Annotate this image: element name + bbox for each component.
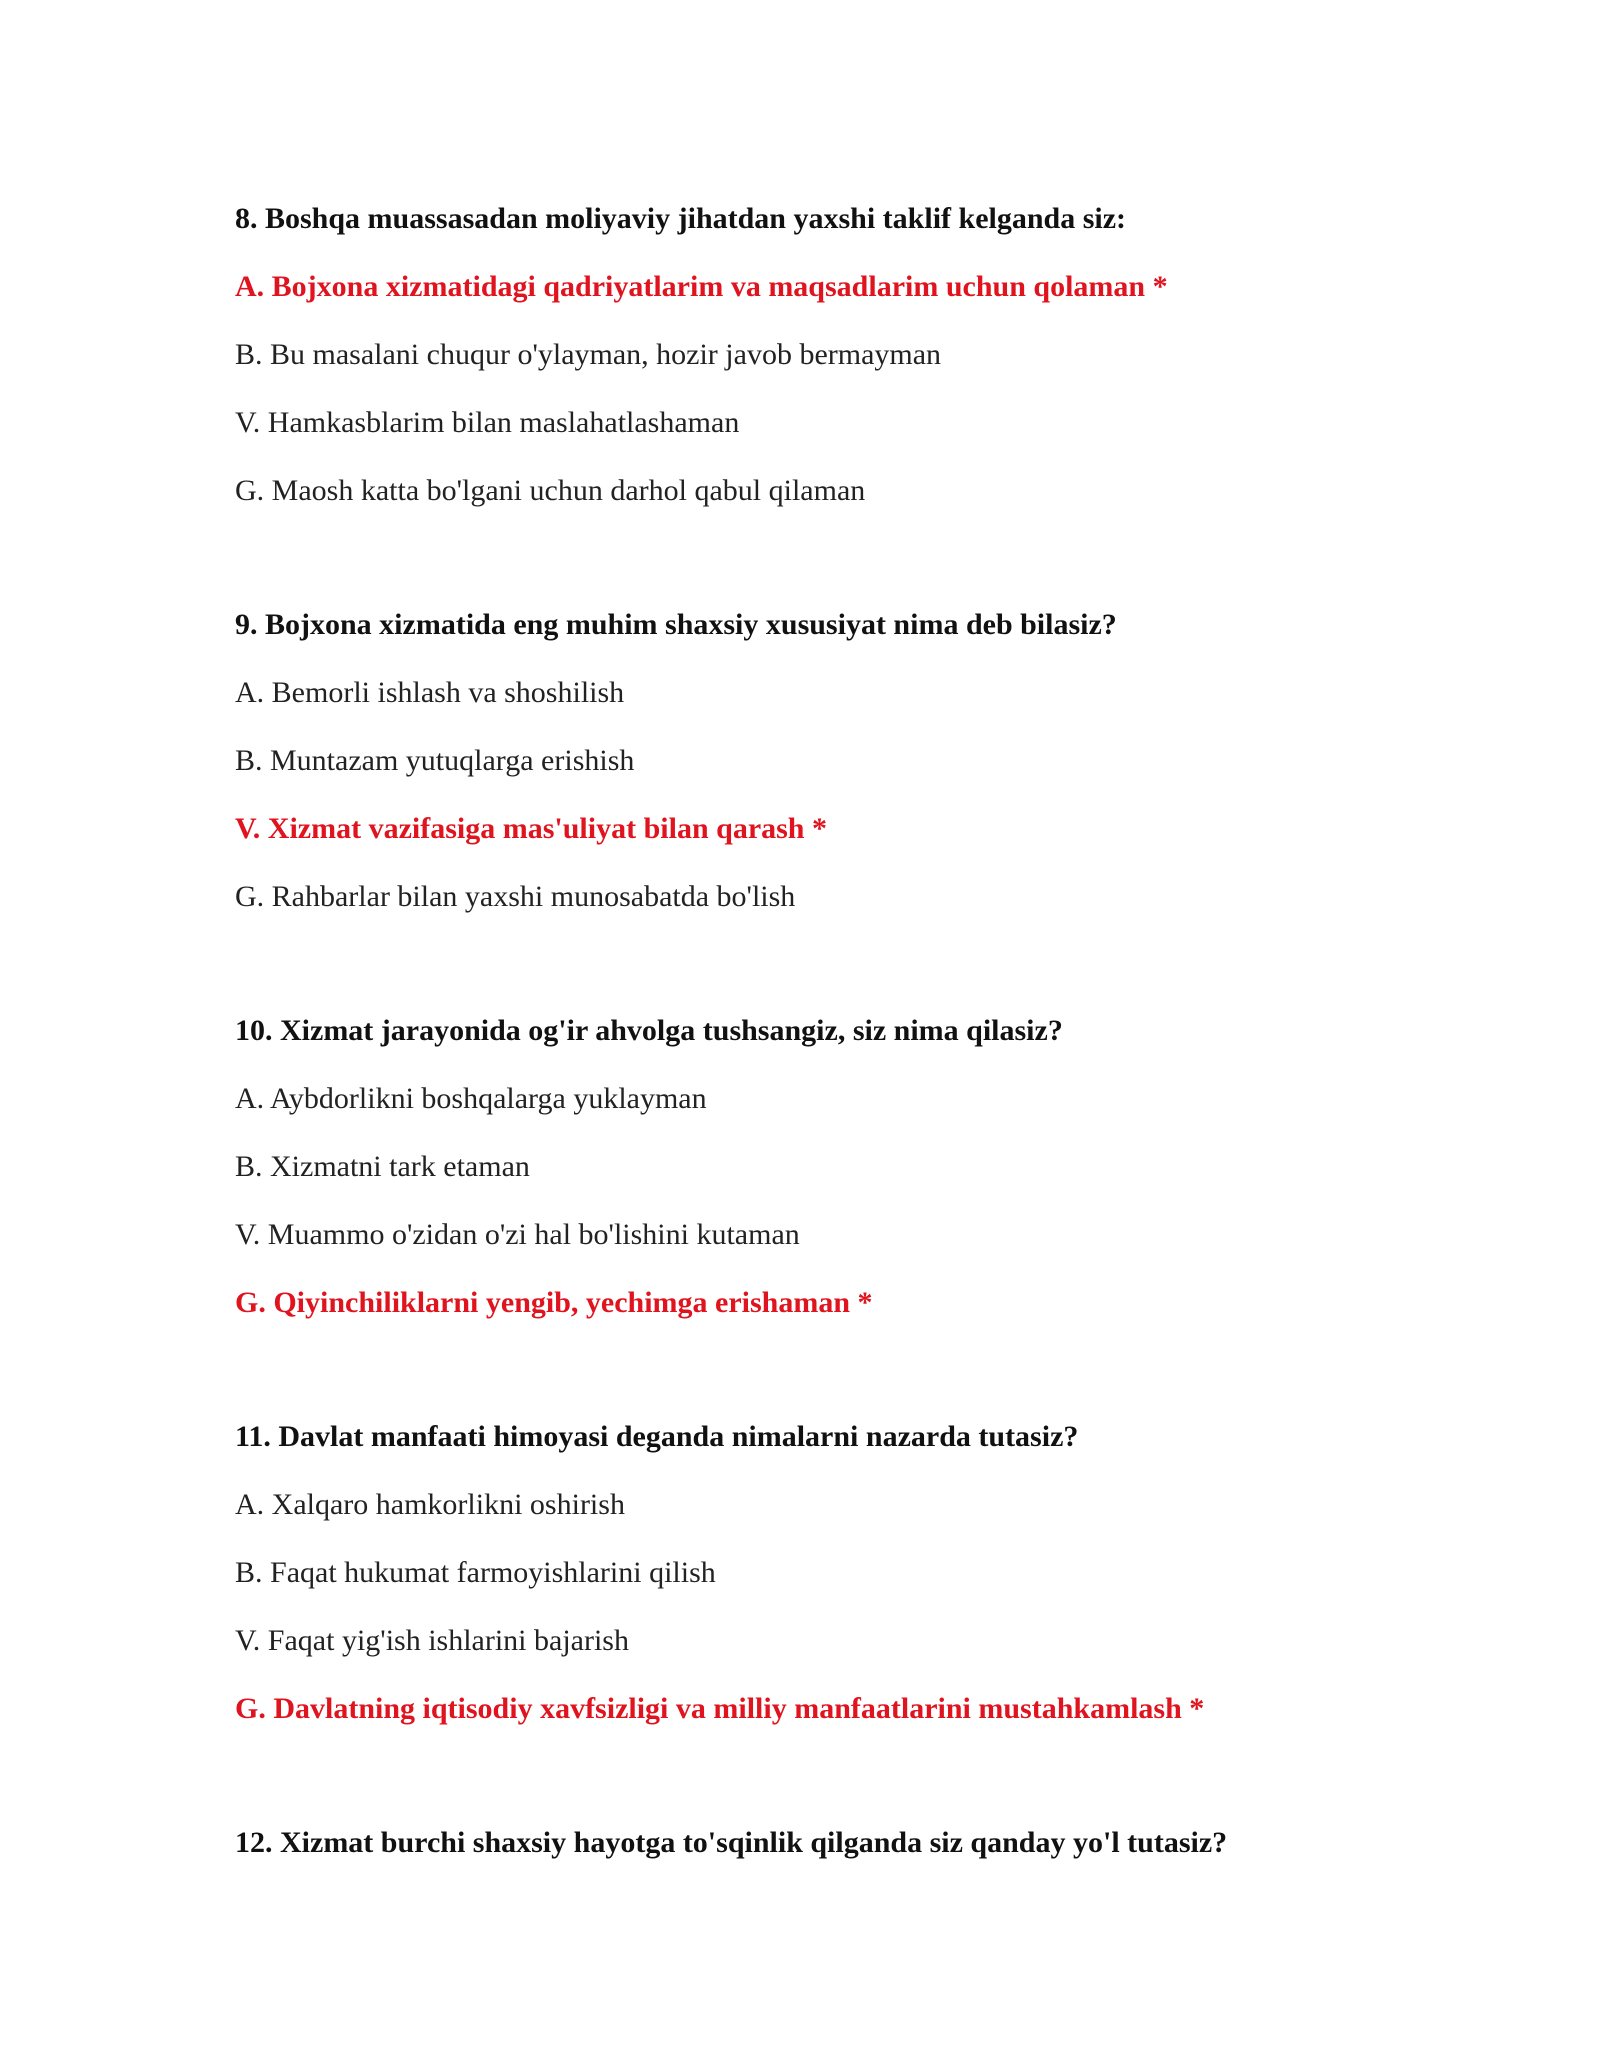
answer-option-correct: G. Qiyinchiliklarni yengib, yechimga erishaman * [235,1286,873,1319]
answer-option: B. Faqat hukumat farmoyishlarini qilish [235,1556,716,1589]
answer-option: A. Bemorli ishlash va shoshilish [235,676,625,709]
question-text: 8. Boshqa muassasadan moliyaviy jihatdan yaxshi taklif kelganda siz: [235,202,1127,235]
answer-option-correct: A. Bojxona xizmatidagi qadriyatlarim va maqsadlarim uchun qolaman * [235,270,1168,303]
answer-option: V. Hamkasblarim bilan maslahatlashaman [235,406,740,439]
question-text: 12. Xizmat burchi shaxsiy hayotga to'sqinlik qilganda siz qanday yo'l tutasiz? [235,1826,1228,1859]
question-block-12 [235,1809,1435,1877]
answer-option: V. Faqat yig'ish ishlarini bajarish [235,1624,629,1657]
answer-option-correct: G. Davlatning iqtisodiy xavfsizligi va milliy manfaatlarini mustahkamlash * [235,1692,1205,1725]
answer-option: A. Xalqaro hamkorlikni oshirish [235,1488,625,1521]
question-block-11 [235,1403,1435,1743]
question-text: 11. Davlat manfaati himoyasi deganda nimalarni nazarda tutasiz? [235,1420,1079,1453]
answer-option: G. Rahbarlar bilan yaxshi munosabatda bo'lish [235,880,796,913]
answer-option-correct: V. Xizmat vazifasiga mas'uliyat bilan qarash * [235,812,827,845]
question-text: 9. Bojxona xizmatida eng muhim shaxsiy xususiyat nima deb bilasiz? [235,608,1117,641]
question-text: 10. Xizmat jarayonida og'ir ahvolga tushsangiz, siz nima qilasiz? [235,1014,1063,1047]
answer-option: B. Xizmatni tark etaman [235,1150,530,1183]
answer-option: V. Muammo o'zidan o'zi hal bo'lishini kutaman [235,1218,800,1251]
answer-option: B. Muntazam yutuqlarga erishish [235,744,635,777]
question-block-9 [235,591,1435,931]
answer-option: G. Maosh katta bo'lgani uchun darhol qabul qilaman [235,474,866,507]
question-list [235,185,1435,1943]
answer-option: B. Bu masalani chuqur o'ylayman, hozir javob bermayman [235,338,942,371]
question-block-10 [235,997,1435,1337]
answer-option: A. Aybdorlikni boshqalarga yuklayman [235,1082,707,1115]
question-block-8 [235,185,1435,525]
